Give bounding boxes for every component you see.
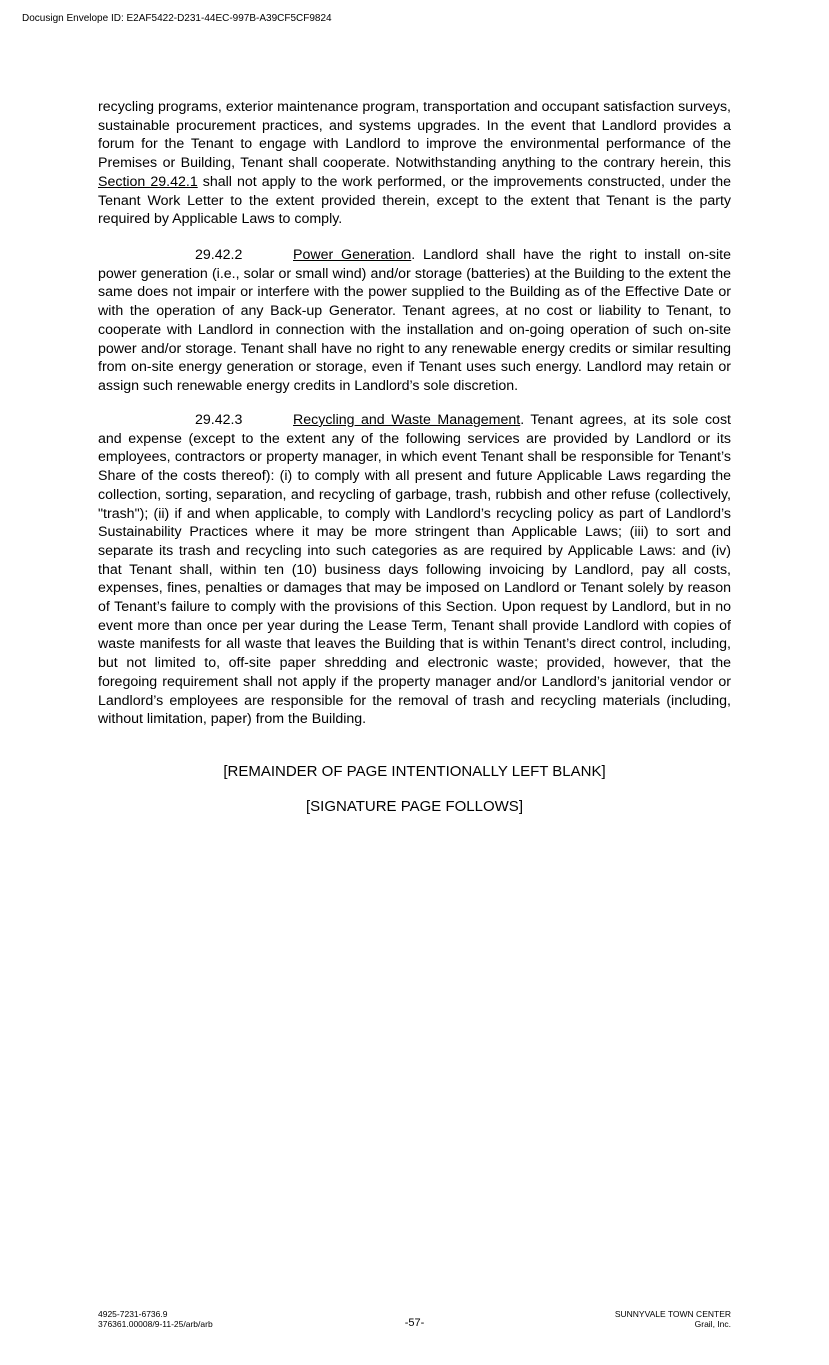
section-heading: Power Generation <box>293 247 412 263</box>
docusign-envelope-id: Docusign Envelope ID: E2AF5422-D231-44EC-997B-A39CF5CF9824 <box>22 13 332 24</box>
paragraph-29-42-2 <box>98 246 731 396</box>
footer-right <box>615 1309 731 1329</box>
paragraph-text: shall not apply to the work performed, or the improvements constructed, under the Tenant Work Letter to the extent provided therein, except to the extent that Tenant is the party required by Applicable Laws to comply. <box>98 173 731 228</box>
remainder-blank-notice: [REMAINDER OF PAGE INTENTIONALLY LEFT BLANK] <box>223 763 606 780</box>
section-number: 29.42.3 <box>195 412 243 428</box>
paragraph-text: . Tenant agrees, at its sole cost and expense (except to the extent any of the following services are provided by Landlord or its employees, contractors or property manager, in which event Tenant shall be responsible for Tenant’s Share of the costs thereof): (i) to comply with all present and future Applicable Laws regarding the collection, sorting, separation, and recycling of garbage, trash, rubbish and other refuse (collectively, "trash"); (ii) if and when applicable, to comply with Landlord’s recycling policy as part of Landlord’s Sustainability Practices where it may be more stringent than Applicable Laws; (iii) to sort and separate its trash and recycling into such categories as are required by Applicable Laws: and (iv) that Tenant shall, within ten (10) business days following invoicing by Landlord, pay all costs, expenses, fines, penalties or damages that may be imposed on Landlord or Tenant solely by reason of Tenant’s failure to comply with the provisions of this Section. Upon request by Landlord, but in no event more than once per year during the Lease Term, Tenant shall provide Landlord with copies of waste manifests for all waste that leaves the Building that is within Tenant’s direct control, including, but not limited to, off-site paper shredding and electronic waste; provided, however, that the foregoing requirement shall not apply if the property manager and/or Landlord’s janitorial vendor or Landlord’s employees are responsible for the removal of trash and recycling materials (including, without limitation, paper) from the Building. <box>98 412 731 728</box>
section-reference: Section 29.42.1 <box>98 173 198 190</box>
section-number: 29.42.2 <box>195 247 243 263</box>
paragraph-text: . Landlord shall have the right to install on-site power generation (i.e., solar or small wind) and/or storage (batteries) at the Building to the extent the same does not impair or interfere with the power supplied to the Building as of the Effective Date or with the operation of any Back-up Generator. Tenant agrees, at no cost or liability to Tenant, to cooperate with Landlord in connection with the installation and on-going operation of such on-site power and/or storage. Tenant shall have no right to any renewable energy credits or similar resulting from on-site energy generation or storage, even if Tenant uses such energy. Landlord may retain or assign such renewable energy credits in Landlord’s sole discretion. <box>98 247 731 394</box>
footer-tenant: Grail, Inc. <box>694 1319 731 1329</box>
footer-file-ref: 376361.00008/9-11-25/arb/arb <box>98 1319 213 1329</box>
section-heading: Recycling and Waste Management <box>293 412 521 428</box>
page-number: -57- <box>404 1317 425 1329</box>
paragraph-text: recycling programs, exterior maintenance program, transportation and occupant satisfaction surveys, sustainable procurement practices, and systems upgrades. In the event that Landlord provides a forum for the Tenant to engage with Landlord to improve the environmental performance of the Premises or Building, Tenant shall cooperate. Notwithstanding anything to the contrary herein, this <box>98 99 731 172</box>
footer-doc-number: 4925-7231-6736.9 <box>98 1309 168 1319</box>
paragraph-29-42-1-continuation <box>98 98 731 229</box>
paragraph-29-42-3 <box>98 411 731 729</box>
signature-follows-notice: [SIGNATURE PAGE FOLLOWS] <box>306 798 523 815</box>
footer-property: SUNNYVALE TOWN CENTER <box>614 1309 731 1319</box>
